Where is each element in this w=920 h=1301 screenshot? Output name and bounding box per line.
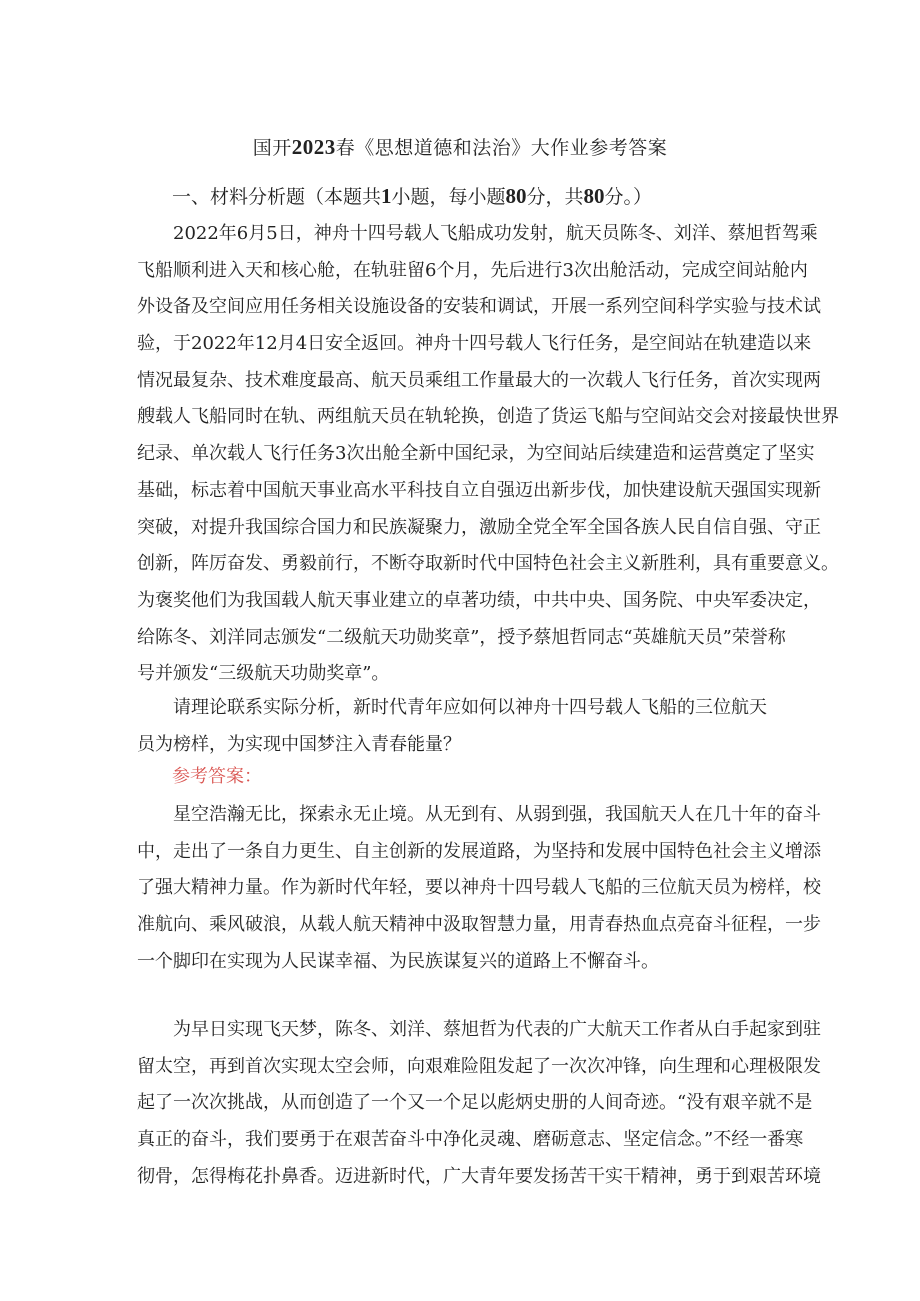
section-heading-text: 一、材料分析题（本题共 [172, 186, 382, 208]
material-line: 情况最复杂、技术难度最高、航天员乘组工作量最大的一次载人飞行任务，首次实现两 [137, 369, 821, 391]
title-year: 2023 [291, 135, 336, 159]
answer-line: 为早日实现飞天梦，陈冬、刘洋、蔡旭哲为代表的广大航天工作者从白手起家到驻 [137, 1019, 821, 1040]
section-heading-text: 分。） [604, 186, 653, 208]
question-line: 请理论联系实际分析，新时代青年应如何以神舟十四号载人飞船的三位航天 [137, 697, 767, 718]
answer-line: 准航向、乘风破浪，从载人航天精神中汲取智慧力量，用青春热血点亮奋斗征程，一步 [137, 914, 821, 936]
answer-line: 一个脚印在实现为人民谋幸福、为民族谋复兴的道路上不懈奋斗。 [137, 950, 659, 972]
title-prefix: 国开 [252, 137, 292, 159]
material-line: 突破，对提升我国综合国力和民族凝聚力，激励全党全军全国各族人民自信自强、守正 [137, 516, 821, 538]
answer-label: 参考答案： [172, 766, 262, 787]
document-title [0, 133, 920, 162]
answer-line: 真正的奋斗，我们要勇于在艰苦奋斗中净化灵魂、磨砺意志、坚定信念。”不经一番寒 [137, 1129, 804, 1151]
material-paragraph [137, 216, 839, 693]
section-heading-text: 小题，每小题 [391, 186, 506, 208]
answer-line: 星空浩瀚无比，探索永无止境。从无到有、从弱到强，我国航天人在几十年的奋斗 [137, 804, 821, 825]
section-heading [172, 182, 652, 211]
material-line: 验，于2022年12月4日安全返回。神舟十四号载人飞行任务，是空间站在轨建造以来 [137, 333, 812, 355]
question-count: 1 [381, 184, 392, 208]
material-line: 2022年6月5日，神舟十四号载人飞船成功发射，航天员陈冬、刘洋、蔡旭哲驾乘 [137, 223, 818, 244]
material-line: 外设备及空间应用任务相关设施设备的安装和调试，开展一系列空间科学实验与技术试 [137, 296, 821, 318]
total-points: 80 [583, 184, 605, 208]
material-line: 给陈冬、刘洋同志颁发“二级航天功勋奖章”，授予蔡旭哲同志“英雄航天员”荣誉称 [137, 626, 786, 648]
answer-line: 中，走出了一条自力更生、自主创新的发展道路，为坚持和发展中国特色社会主义增添 [137, 840, 821, 862]
answer-paragraph-1 [137, 797, 821, 980]
answer-line: 起了一次次挑战，从而创造了一个又一个足以彪炳史册的人间奇迹。“没有艰辛就不是 [137, 1092, 813, 1114]
points-per-question: 80 [505, 184, 527, 208]
material-line: 纪录、单次载人飞行任务3次出舱全新中国纪录，为空间站后续建造和运营奠定了坚实 [137, 443, 815, 465]
material-line: 艘载人飞船同时在轨、两组航天员在轨轮换，创造了货运飞船与空间站交会对接最快世界 [137, 406, 839, 428]
material-line: 飞船顺利进入天和核心舱，在轨驻留6个月，先后进行3次出舱活动，完成空间站舱内 [137, 259, 808, 281]
title-suffix: 春《思想道德和法治》大作业参考答案 [335, 137, 668, 159]
material-line: 基础，标志着中国航天事业高水平科技自立自强迈出新步伐，加快建设航天强国实现新 [137, 479, 821, 501]
material-line: 为褒奖他们为我国载人航天事业建立的卓著功绩，中共中央、国务院、中央军委决定， [137, 589, 821, 611]
material-line: 创新，阵厉奋发、勇毅前行，不断夺取新时代中国特色社会主义新胜利，具有重要意义。 [137, 553, 839, 575]
answer-paragraph-2 [137, 1012, 821, 1195]
answer-line: 留太空，再到首次实现太空会师，向艰难险阻发起了一次次冲锋，向生理和心理极限发 [137, 1055, 821, 1077]
question-paragraph [137, 690, 787, 763]
material-line: 号并颁发“三级航天功勋奖章”。 [137, 663, 390, 685]
question-line: 员为榜样，为实现中国梦注入青春能量？ [137, 733, 461, 755]
section-heading-text: 分，共 [526, 186, 584, 208]
answer-line: 彻骨，怎得梅花扑鼻香。迈进新时代，广大青年要发扬苦干实干精神，勇于到艰苦环境 [137, 1165, 821, 1187]
answer-line: 了强大精神力量。作为新时代年轻，要以神舟十四号载人飞船的三位航天员为榜样，校 [137, 877, 821, 899]
